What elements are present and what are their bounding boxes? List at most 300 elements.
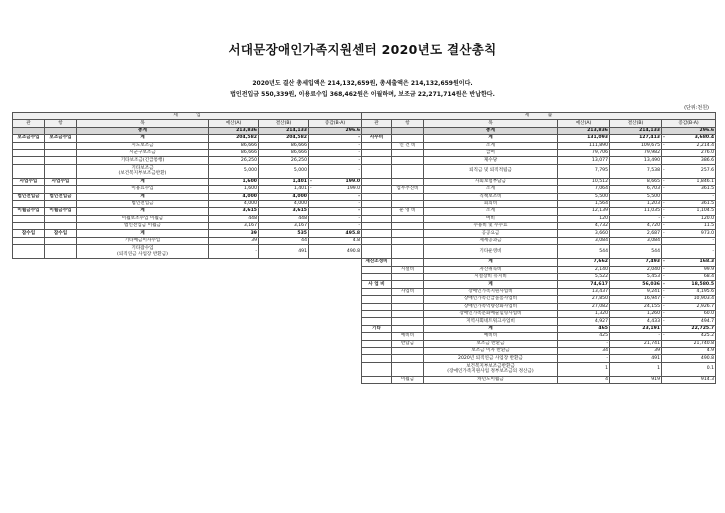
- budget-cell: 7,662: [558, 259, 610, 266]
- table-row: [362, 259, 716, 266]
- diff-cell: [662, 259, 716, 266]
- table-row: [362, 237, 716, 244]
- table-row: [13, 193, 362, 200]
- table-row: [13, 149, 362, 156]
- budget-cell: 86,666: [209, 149, 259, 156]
- expense-total-actual: 214,133: [610, 127, 662, 134]
- hang-cell: [45, 149, 77, 156]
- gwan-cell: [13, 245, 45, 259]
- mok-cell: 제수당: [424, 157, 558, 164]
- mok-cell: 계: [77, 230, 209, 237]
- expense-header-row: [362, 120, 716, 127]
- revenue-total-blank: [45, 127, 77, 134]
- diff-value: 494.7: [700, 318, 715, 324]
- actual-cell: 1,401: [259, 186, 309, 193]
- mok-cell: 장애인가족문화예술힐링사업비: [424, 310, 558, 317]
- table-row: [362, 157, 716, 164]
- hang-cell: [392, 325, 424, 332]
- hang-cell: [392, 230, 424, 237]
- diff-cell: [309, 178, 362, 185]
- diff-value: 1,104.5: [696, 208, 715, 214]
- budget-cell: 86,666: [209, 142, 259, 149]
- mok-cell: 기타운영비: [424, 245, 558, 259]
- diff-cell: [309, 157, 362, 164]
- diff-cell: [309, 237, 362, 244]
- table-row: [362, 200, 716, 207]
- expense-col-header: 결산(B): [610, 120, 662, 127]
- gwan-cell: 사 업 비: [362, 281, 392, 288]
- hang-cell: 이월금수입: [45, 208, 77, 215]
- minus-sign-icon: -: [663, 281, 665, 287]
- mok-cell: 소계: [424, 142, 558, 149]
- minus-sign-icon: -: [663, 311, 665, 317]
- diff-value: 361.5: [700, 201, 715, 207]
- diff-cell: [662, 245, 716, 259]
- diff-value: 60.0: [703, 311, 715, 317]
- revenue-col-header: 목: [77, 120, 209, 127]
- table-row: [362, 208, 716, 215]
- diff-value: -: [712, 238, 715, 244]
- actual-cell: 3,084: [610, 237, 662, 244]
- revenue-col-header: 증감(B-A): [309, 120, 362, 127]
- mok-cell: 시군구보조금: [77, 149, 209, 156]
- unit-label: (단위:천원): [684, 105, 709, 111]
- expense-total-row: [362, 127, 716, 134]
- hang-cell: [392, 347, 424, 354]
- diff-value: -: [358, 193, 361, 199]
- diff-value: -: [358, 201, 361, 207]
- hang-cell: [45, 157, 77, 164]
- diff-value: 4,195.6: [696, 289, 715, 294]
- diff-cell: [662, 288, 716, 295]
- budget-cell: 4,732: [558, 223, 610, 230]
- mok-cell: 보조금 이자 반환금: [424, 347, 558, 354]
- hang-cell: [392, 200, 424, 207]
- table-row: [362, 142, 716, 149]
- diff-value: 0.1: [706, 366, 715, 372]
- mok-cell: 소계: [424, 186, 558, 193]
- actual-cell: 3,615: [259, 208, 309, 215]
- expense-total-diff: 296.6: [662, 127, 716, 134]
- budget-cell: 3,660: [558, 230, 610, 237]
- revenue-total-label: 총계: [77, 127, 209, 134]
- actual-cell: 448: [259, 215, 309, 222]
- budget-cell: 544: [558, 245, 610, 259]
- budget-cell: 4,000: [209, 200, 259, 207]
- diff-value: 68.4: [703, 274, 715, 280]
- actual-cell: 491: [610, 355, 662, 362]
- hang-cell: 사업수입: [45, 178, 77, 185]
- gwan-cell: [362, 355, 392, 362]
- gwan-cell: [362, 208, 392, 215]
- minus-sign-icon: -: [663, 135, 665, 141]
- budget-cell: 1,564: [558, 200, 610, 207]
- hang-cell: [45, 186, 77, 193]
- table-row: [362, 245, 716, 259]
- diff-value: 21,740.8: [693, 340, 715, 346]
- actual-cell: 44: [259, 237, 309, 244]
- budget-cell: 39: [209, 237, 259, 244]
- diff-cell: [662, 208, 716, 215]
- table-row: [13, 200, 362, 207]
- revenue-section-row: [13, 113, 362, 120]
- gwan-cell: [362, 318, 392, 325]
- hang-cell: [392, 164, 424, 178]
- gwan-cell: [362, 142, 392, 149]
- table-row: [13, 178, 362, 185]
- budget-cell: 120: [558, 215, 610, 222]
- diff-cell: [662, 223, 716, 230]
- gwan-cell: [362, 223, 392, 230]
- diff-cell: [662, 149, 716, 156]
- mok-cell: 직책보조비: [424, 193, 558, 200]
- diff-value: 914.3: [700, 376, 715, 382]
- diff-cell: [662, 325, 716, 332]
- mok-cell: 기타보조금 (보건복지부보조금반환): [77, 164, 209, 178]
- mok-cell: 법인전입금 이월금: [77, 223, 209, 230]
- actual-cell: 79,982: [610, 149, 662, 156]
- actual-cell: 9,241: [610, 288, 662, 295]
- diff-cell: [662, 355, 716, 362]
- actual-cell: 7,493: [610, 259, 662, 266]
- table-row: [13, 164, 362, 178]
- table-row: [362, 266, 716, 273]
- gwan-cell: [362, 340, 392, 347]
- hang-cell: [392, 318, 424, 325]
- expense-total-blank: [392, 127, 424, 134]
- gwan-cell: 보조금수입: [13, 135, 45, 142]
- hang-cell: [392, 193, 424, 200]
- table-row: [362, 164, 716, 178]
- gwan-cell: [362, 178, 392, 185]
- revenue-total-diff: 296.6: [309, 127, 362, 134]
- gwan-cell: [362, 215, 392, 222]
- hang-cell: 운 영 비: [392, 208, 424, 215]
- diff-value: -: [712, 193, 715, 199]
- gwan-cell: [13, 164, 45, 178]
- hang-cell: [45, 164, 77, 178]
- table-row: [362, 230, 716, 237]
- table-row: [362, 376, 716, 383]
- mok-cell: 계: [77, 193, 209, 200]
- diff-cell: [662, 347, 716, 354]
- actual-cell: 56,036: [610, 281, 662, 288]
- revenue-col-header: 결산(B): [259, 120, 309, 127]
- table-row: [362, 186, 716, 193]
- budget-cell: 1,600: [209, 186, 259, 193]
- actual-cell: 1,260: [610, 310, 662, 317]
- diff-value: 386.6: [700, 157, 715, 163]
- hang-cell: [392, 355, 424, 362]
- minus-sign-icon: -: [663, 296, 665, 302]
- table-row: [362, 340, 716, 347]
- minus-sign-icon: -: [663, 201, 665, 207]
- mok-cell: 보건복지부보조금반환금 (장애인가족지원사업 정부보조금의 정산금): [424, 362, 558, 376]
- gwan-cell: [362, 347, 392, 354]
- actual-cell: 24,155: [610, 303, 662, 310]
- budget-cell: 5,500: [558, 193, 610, 200]
- hang-cell: 반납금: [392, 340, 424, 347]
- table-row: [13, 208, 362, 215]
- diff-value: -: [712, 249, 715, 254]
- diff-value: -: [358, 208, 361, 214]
- budget-cell: 26,250: [209, 157, 259, 164]
- gwan-cell: [362, 376, 392, 383]
- hang-cell: 잡수입: [45, 230, 77, 237]
- diff-value: 199.0: [345, 178, 361, 184]
- gwan-cell: 사무비: [362, 135, 392, 142]
- mok-cell: 급여: [424, 149, 558, 156]
- actual-cell: 109,675: [610, 142, 662, 149]
- revenue-col-header: 항: [45, 120, 77, 127]
- expense-total-blank: [362, 127, 392, 134]
- minus-sign-icon: -: [663, 168, 665, 174]
- hang-cell: [45, 237, 77, 244]
- revenue-total-blank: [13, 127, 45, 134]
- table-row: [13, 215, 362, 222]
- diff-cell: [662, 215, 716, 222]
- diff-value: 168.3: [699, 259, 715, 265]
- diff-value: 199.0: [346, 186, 361, 192]
- diff-cell: [309, 142, 362, 149]
- gwan-cell: 법인전입금: [13, 193, 45, 200]
- budget-cell: 5,522: [558, 274, 610, 281]
- diff-value: 18,580.5: [691, 281, 715, 287]
- hang-cell: 업무추진비: [392, 186, 424, 193]
- diff-cell: [309, 223, 362, 230]
- table-row: [362, 318, 716, 325]
- table-row: [362, 281, 716, 288]
- table-row: [13, 237, 362, 244]
- mok-cell: 사회보험부담금: [424, 178, 558, 185]
- table-row: [362, 215, 716, 222]
- actual-cell: 2,687: [610, 230, 662, 237]
- gwan-cell: 잡수입: [13, 230, 45, 237]
- actual-cell: 535: [259, 230, 309, 237]
- diff-value: 10,903.4: [693, 296, 715, 302]
- gwan-cell: [362, 193, 392, 200]
- diff-cell: [662, 318, 716, 325]
- mok-cell: 기타예금이자수입: [77, 237, 209, 244]
- table-row: [362, 149, 716, 156]
- table-row: [362, 362, 716, 376]
- diff-cell: [662, 178, 716, 185]
- mok-cell: 이월보조수입 이월금: [77, 215, 209, 222]
- mok-cell: 회의비: [424, 200, 558, 207]
- gwan-cell: [13, 157, 45, 164]
- budget-cell: 448: [209, 215, 259, 222]
- budget-cell: -: [558, 355, 610, 362]
- table-row: [362, 193, 716, 200]
- expense-col-header: 증감(B-A): [662, 120, 716, 127]
- minus-sign-icon: -: [663, 318, 665, 324]
- mok-cell: 소계: [424, 208, 558, 215]
- hang-cell: 예비비: [392, 333, 424, 340]
- diff-cell: [662, 362, 716, 376]
- actual-cell: 23,191: [610, 325, 662, 332]
- diff-value: -: [358, 157, 361, 163]
- diff-value: 2,214.4: [696, 142, 715, 148]
- gwan-cell: [362, 362, 392, 376]
- hang-cell: [45, 142, 77, 149]
- diff-cell: [662, 186, 716, 193]
- budget-cell: 39: [209, 230, 259, 237]
- diff-cell: [662, 310, 716, 317]
- budget-cell: 4: [558, 376, 610, 383]
- hang-cell: [392, 274, 424, 281]
- diff-cell: [662, 281, 716, 288]
- budget-cell: 4,927: [558, 318, 610, 325]
- budget-cell: 79,706: [558, 149, 610, 156]
- hang-cell: [392, 135, 424, 142]
- minus-sign-icon: -: [663, 259, 665, 265]
- table-row: [362, 135, 716, 142]
- gwan-cell: [362, 237, 392, 244]
- expense-col-header: 예산(A): [558, 120, 610, 127]
- actual-cell: 5,453: [610, 274, 662, 281]
- budget-cell: -: [209, 245, 259, 259]
- gwan-cell: [13, 142, 45, 149]
- table-row: [362, 288, 716, 295]
- mok-cell: 이용료수입: [77, 186, 209, 193]
- summary-line-1: 2020년도 결산 총세입액은 214,132,659원, 총세출액은 214,132,659원이다.: [252, 80, 473, 87]
- hang-cell: [392, 178, 424, 185]
- budget-cell: 3,084: [558, 237, 610, 244]
- budget-cell: 13,437: [558, 288, 610, 295]
- actual-cell: 3,167: [259, 223, 309, 230]
- diff-cell: [662, 333, 716, 340]
- expense-total-label: 총계: [424, 127, 558, 134]
- budget-cell: -: [558, 340, 610, 347]
- budget-cell: 2,140: [558, 266, 610, 273]
- gwan-cell: [362, 303, 392, 310]
- mok-cell: 계: [424, 281, 558, 288]
- diff-cell: [309, 200, 362, 207]
- mok-cell: 퇴직금 및 퇴직적립금: [424, 164, 558, 178]
- diff-cell: [309, 245, 362, 259]
- hang-cell: 이월금: [392, 376, 424, 383]
- budget-cell: 27,850: [558, 296, 610, 303]
- gwan-cell: [362, 296, 392, 303]
- mok-cell: 기타잡수입 (퇴직연금 사업장 반환금): [77, 245, 209, 259]
- diff-cell: [662, 266, 716, 273]
- actual-cell: 4,000: [259, 200, 309, 207]
- minus-sign-icon: -: [663, 303, 665, 309]
- actual-cell: 1,203: [610, 200, 662, 207]
- mok-cell: 공공요금: [424, 230, 558, 237]
- hang-cell: [392, 310, 424, 317]
- diff-value: 361.5: [700, 186, 715, 192]
- gwan-cell: [362, 164, 392, 178]
- diff-cell: [309, 193, 362, 200]
- mok-cell: 계: [424, 325, 558, 332]
- diff-value: 11.5: [703, 223, 715, 229]
- mok-cell: 시설장비 유지비: [424, 274, 558, 281]
- minus-sign-icon: -: [310, 186, 312, 192]
- hang-cell: [392, 245, 424, 259]
- actual-cell: 4,000: [259, 193, 309, 200]
- actual-cell: 39: [610, 347, 662, 354]
- mok-cell: 여비: [424, 215, 558, 222]
- gwan-cell: [13, 200, 45, 207]
- diff-value: -: [358, 168, 361, 174]
- actual-cell: 2,040: [610, 266, 662, 273]
- hang-cell: [392, 223, 424, 230]
- minus-sign-icon: -: [663, 289, 665, 294]
- mok-cell: 제세공과금: [424, 237, 558, 244]
- minus-sign-icon: -: [663, 274, 665, 280]
- revenue-header-row: [13, 120, 362, 127]
- budget-cell: 1: [558, 362, 610, 376]
- mok-cell: 장애인가족긴급돌봄사업비: [424, 296, 558, 303]
- budget-cell: 204,582: [209, 135, 259, 142]
- mok-cell: 예비비: [424, 333, 558, 340]
- hang-cell: 인 건 비: [392, 142, 424, 149]
- mok-cell: 계: [77, 208, 209, 215]
- diff-cell: [662, 135, 716, 142]
- hang-cell: [45, 223, 77, 230]
- actual-cell: 8,665: [610, 178, 662, 185]
- minus-sign-icon: -: [663, 333, 665, 339]
- gwan-cell: [362, 288, 392, 295]
- mok-cell: 장애인가족지원사업비: [424, 288, 558, 295]
- gwan-cell: [362, 310, 392, 317]
- actual-cell: 11,035: [610, 208, 662, 215]
- hang-cell: [392, 237, 424, 244]
- budget-cell: 74,617: [558, 281, 610, 288]
- diff-cell: [309, 230, 362, 237]
- table-row: [13, 245, 362, 259]
- budget-cell: 5,000: [209, 164, 259, 178]
- table-row: [362, 325, 716, 332]
- summary-line-2: 법인전입금 550,339원, 이용료수입 368,462원은 이월하며, 보조금 22,271,714원은 반납한다.: [230, 91, 495, 98]
- mok-cell: 지역사회네트워크사업비: [424, 318, 558, 325]
- hang-cell: [392, 215, 424, 222]
- gwan-cell: 재산조성비: [362, 259, 392, 266]
- hang-cell: [392, 296, 424, 303]
- hang-cell: [392, 303, 424, 310]
- revenue-table: [12, 112, 362, 259]
- expense-section-row: [362, 113, 716, 120]
- minus-sign-icon: -: [663, 215, 665, 221]
- mok-cell: 계: [424, 259, 558, 266]
- diff-cell: [662, 142, 716, 149]
- hang-cell: [392, 149, 424, 156]
- actual-cell: 6,703: [610, 186, 662, 193]
- gwan-cell: 기타: [362, 325, 392, 332]
- hang-cell: [392, 281, 424, 288]
- diff-value: 973.0: [700, 230, 715, 236]
- diff-cell: [662, 230, 716, 237]
- diff-value: 22,725.7: [691, 325, 715, 331]
- gwan-cell: [362, 200, 392, 207]
- actual-cell: 491: [259, 245, 309, 259]
- mok-cell: 계: [77, 135, 209, 142]
- gwan-cell: [13, 186, 45, 193]
- budget-cell: 111,890: [558, 142, 610, 149]
- diff-cell: [662, 303, 716, 310]
- diff-value: 3,680.4: [694, 135, 715, 141]
- minus-sign-icon: -: [663, 142, 665, 148]
- diff-value: 120.0: [700, 215, 715, 221]
- actual-cell: 5,500: [610, 193, 662, 200]
- diff-value: 99.9: [703, 266, 715, 272]
- table-row: [13, 230, 362, 237]
- gwan-cell: [13, 237, 45, 244]
- table-row: [13, 142, 362, 149]
- budget-cell: 12,139: [558, 208, 610, 215]
- actual-cell: 21,741: [610, 340, 662, 347]
